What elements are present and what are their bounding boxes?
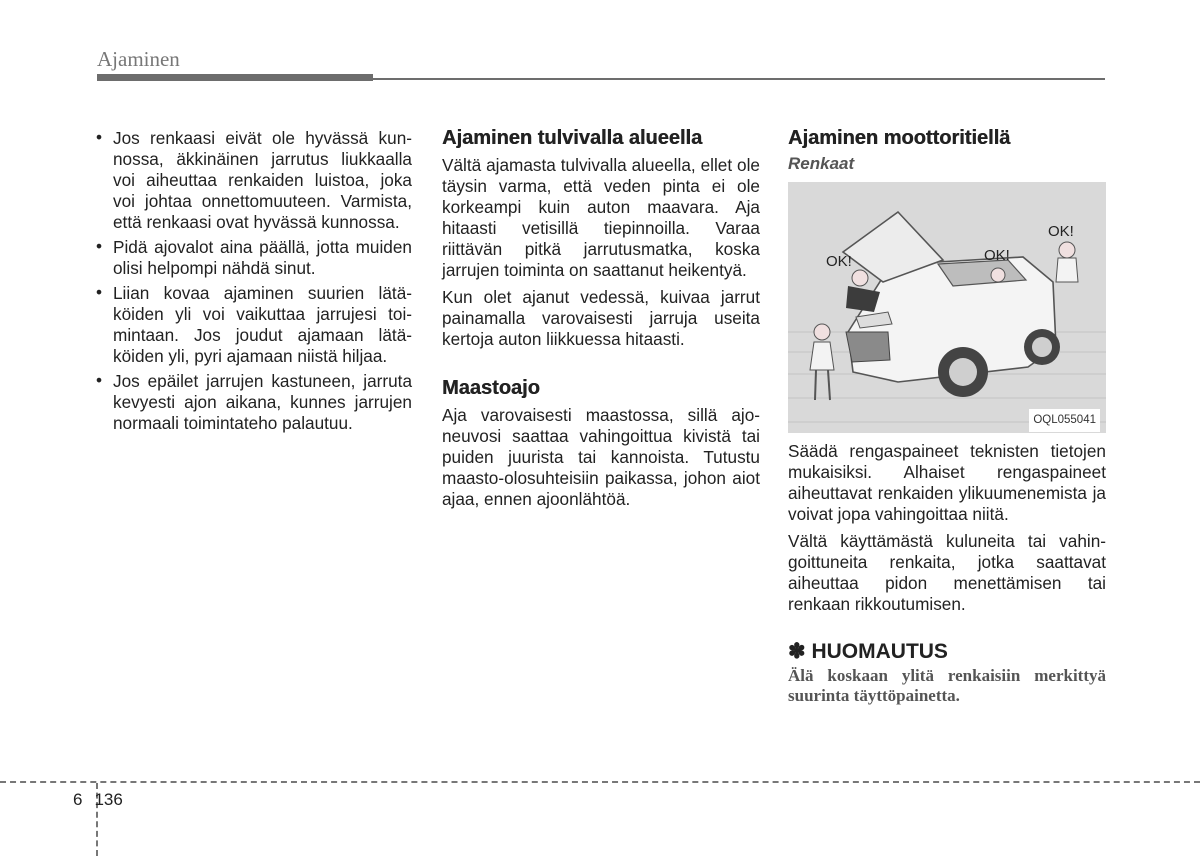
car-inspection-illustration [788, 182, 1106, 433]
paragraph: Säädä rengaspaineet teknisten tietojen mukaisiksi. Alhaiset rengaspaineet aiheuttavat renkaiden ylikuumenemista ja voivat jopa vahingoittaa niitä. [788, 441, 1106, 524]
car-illustration [788, 182, 1106, 433]
section-heading-flood: Ajaminen tulvivalla alueella [442, 127, 703, 149]
ok-label: OK! [1048, 223, 1074, 240]
note-heading [788, 641, 1106, 662]
column-2 [442, 128, 760, 516]
column-1 [96, 128, 412, 438]
figure-code: OQL055041 [1029, 409, 1100, 432]
bullet-list [96, 128, 412, 434]
bullet-dot: • [96, 127, 103, 147]
bullet-item: • Liian kovaa ajaminen suurien lätäköiden yli voi vaikuttaa jarrujesi toimintaan. Jos joudut ajamaan lätäköiden yli, pyri ajamaan niistä hiljaa. [96, 282, 412, 366]
section-heading-highway: Ajaminen moottoritiellä [788, 127, 1011, 149]
chapter-number: 6 [73, 790, 83, 809]
footer-rule [0, 781, 1200, 783]
header-rule-thick [97, 74, 373, 81]
bullet-item: • Pidä ajovalot aina päällä, jotta muiden olisi helpompi nähdä sinut. [96, 236, 412, 278]
column-3 [788, 128, 1106, 706]
note-title: HUOMAUTUS [811, 640, 948, 663]
bullet-item: • Jos renkaasi eivät ole hyvässä kunnossa, äkkinäinen jarrutus liukkaalla voi aiheuttaa renkaiden luistoa, joka voi johtaa onnettomuuteen. Varmista, että renkaasi ovat hyvässä kunnossa. [96, 127, 412, 232]
bullet-dot: • [96, 370, 103, 390]
ok-label: OK! [826, 253, 852, 270]
section-heading-offroad: Maastoajo [442, 377, 540, 399]
note-text: Älä koskaan ylitä renkaisiin merkittyä suurinta täyttöpainetta. [788, 666, 1106, 705]
paragraph: Kun olet ajanut vedessä, kuivaa jarrut painamalla varovaisesti jarruja useita kertoja auton liikkuessa hitaasti. [442, 287, 760, 349]
page-number [73, 790, 123, 810]
bullet-dot: • [96, 236, 103, 256]
page-number-value: 136 [94, 790, 123, 809]
ok-label: OK! [984, 247, 1010, 264]
bullet-item: • Jos epäilet jarrujen kastuneen, jarruta kevyesti ajon aikana, kunnes jarrujen normaali toimintateho palautuu. [96, 370, 412, 433]
header-rule-thin [373, 78, 1105, 80]
subheading-tires: Renkaat [788, 154, 855, 173]
paragraph: Vältä ajamasta tulvivalla alueella, ellet ole täysin varma, että veden pinta ei ole korkeampi kuin auton maavara. Aja hitaasti vetisillä tiepinnoilla. Varaa riittävän pitkä jarrutusmatka, koska jarrujen toiminta on saattanut heikentyä. [442, 155, 760, 280]
page-header-title: Ajaminen [97, 47, 180, 71]
bullet-dot: • [96, 282, 103, 302]
asterisk-icon: ✽ [788, 640, 806, 663]
paragraph: Aja varovaisesti maastossa, sillä ajoneuvosi saattaa vahingoittua kivistä tai puiden juurista tai kannoista. Tutustu maasto-olosuhteisiin paikassa, johon aiot ajaa, ennen ajoonlähtöä. [442, 405, 760, 509]
paragraph: Vältä käyttämästä kuluneita tai vahingoittuneita renkaita, jotka saattavat aiheuttaa pidon menettämisen tai renkaan rikkoutumisen. [788, 531, 1106, 614]
